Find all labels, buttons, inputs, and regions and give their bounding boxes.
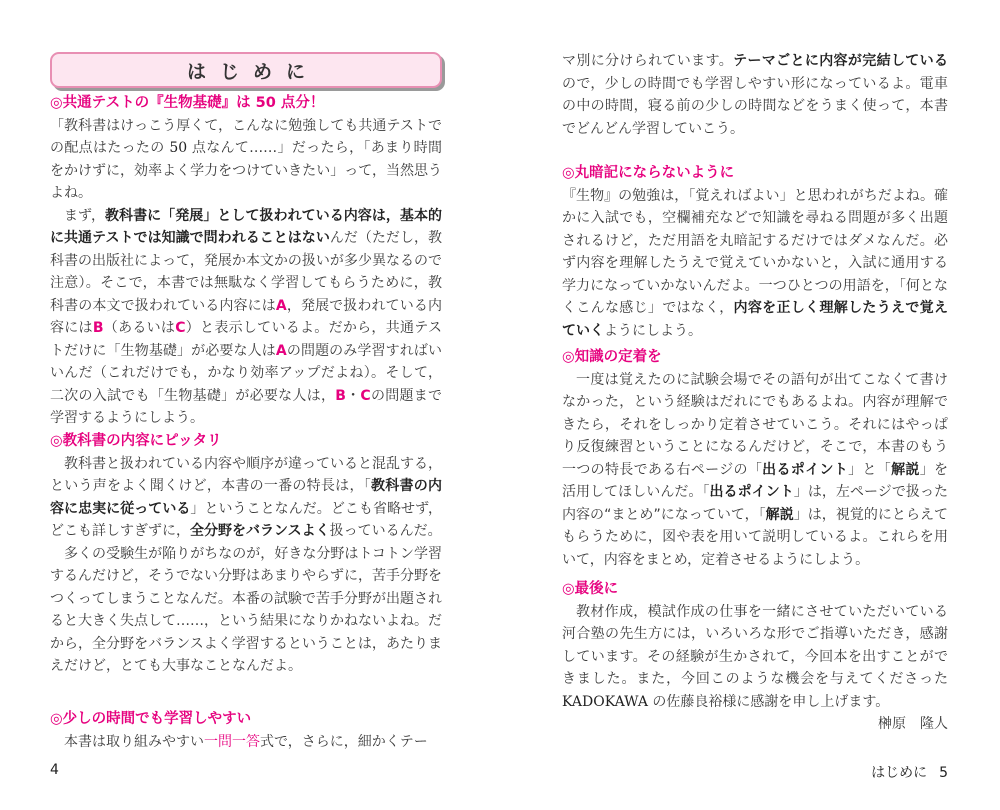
text-run: 」は，視覚的にとらえてもらうために，図や表を用いて説明しているよ。これらを用いて，内容をまとめ，定着させるようにしよう。 <box>562 506 949 568</box>
page-number-left: 4 <box>50 762 59 778</box>
paragraph <box>562 185 948 343</box>
section-heading: ◎丸暗記にならないように <box>562 165 735 181</box>
text-run: 」ということなんだ。どこも省略せず，どこも詳しすぎずに， <box>50 500 442 539</box>
text-run-b: テーマごとに内容が完結している <box>733 53 948 69</box>
text-run-pink: A <box>275 297 287 314</box>
text-run-b: 解説 <box>891 461 920 478</box>
section-heading: ◎少しの時間でも学習しやすい <box>50 711 252 727</box>
section-heading: ◎最後に <box>562 581 619 597</box>
text-run: 「教科書はけっこう厚くて，こんなに勉強しても共通テストでの配点はたったの <box>50 117 442 156</box>
text-run-b: 解説 <box>765 506 794 523</box>
text-run: ）と表示しているよ。だから，共通テストだけに「生物基礎」が必要な人は <box>50 320 442 359</box>
paragraph <box>50 453 442 543</box>
text-run: んだ（ただし，教科書の出版社によって，発展か本文かの扱いが多少異なるので注意）。そこで，本書では無駄なく学習してもらうために，教科書の本文で扱われている内容には <box>50 230 442 314</box>
text-run-pink: B <box>335 387 346 404</box>
section-no-rote <box>562 162 948 342</box>
text-run: の問題のみ学習すればいいんだ（これだけでも，かなり効率アップだよね）。そして，二次の入試でも「生物基礎」が必要な人は， <box>50 342 443 404</box>
text-run: の佐藤良裕様に感謝を申し上げます。 <box>647 693 890 710</box>
text-run: ・ <box>345 387 361 404</box>
text-run-pink: C <box>360 387 371 404</box>
text-run: 扱っているんだ。 <box>329 523 442 539</box>
text-run: ようにしよう。 <box>604 322 702 339</box>
text-run: 教科書と扱われている内容や順序が違っていると混乱する，という声をよく聞くけど，本書の一番の特長は，「 <box>50 455 442 494</box>
chapter-title: はじめに <box>186 60 319 83</box>
text-run-pinkn: 一問一答 <box>204 733 260 750</box>
text-run: 一度は覚えたのに試験会場でその語句が出てこなくて書けなかった，という経験はだれにでもあるよね。内容が理解できたら，それをしっかり定着させていこう。それにはやっぱり反復練習ということになるんだけど，そこで，本書のもう一つの特長である右ページの「 <box>562 371 948 478</box>
text-run-pink: C <box>175 320 186 336</box>
page-footer-right <box>871 762 948 782</box>
section-heading: ◎教科書の内容にピッタリ <box>50 433 222 449</box>
paragraph <box>50 731 442 754</box>
chapter-title-box <box>50 52 442 88</box>
section-finally <box>562 578 948 736</box>
text-run-serif: 50 <box>169 140 188 156</box>
section-textbook-fit <box>50 430 442 678</box>
page-number-right: 5 <box>939 765 948 781</box>
text-run-b: 教科書に「発展」として扱われている内容は，基本的に共通テストでは知識で問われることはない <box>50 207 442 246</box>
paragraph <box>562 50 948 140</box>
text-run-b: 出るポイント <box>762 461 849 478</box>
running-title: はじめに <box>871 765 928 781</box>
section-retention <box>562 346 948 571</box>
text-run-b: 内容を正しく理解したうえで覚えていく <box>562 300 948 339</box>
text-run-pink: B <box>92 320 104 336</box>
text-run: の問題まで学習するようにしよう。 <box>50 387 443 426</box>
text-run: 」と「 <box>848 461 892 478</box>
text-run: （あるいは <box>103 320 176 336</box>
text-run: 教材作成，模試作成の仕事を一緒にさせていただいている河合塾の先生方には，いろいろな形でご指導いただき，感謝しています。その経験が生かされて，今回本を出すことができました。また，今回このような機会を与えてくださった <box>562 603 948 687</box>
text-run: マ別に分けられています。 <box>562 53 734 69</box>
section-kyotsu-test <box>50 92 442 430</box>
text-run: 本書は取り組みやすい <box>64 733 204 750</box>
author-signature: 榊原 隆人 <box>878 716 948 732</box>
text-run: 点なんて……」だったら，「あまり時間をかけずに，効率よく学力をつけていきたい」って，当然思うよね。 <box>50 140 442 201</box>
paragraph <box>50 205 442 430</box>
text-run: 『生物』の勉強は，「覚えればよい」と思われがちだよね。確かに入試でも，空欄補充などで知識を尋ねる問題が多く出題されるけど，ただ用語を丸暗記するだけではダメなんだ。必ず内容を理解したうえで覚えていかないと，入試に通用する学力になっていかないんだよ。一つひとつの用語を，「何となくこんな感じ」ではなく， <box>562 187 948 316</box>
text-run: ，発展で扱われている内容には <box>50 297 443 336</box>
section-heading: ◎知識の定着を <box>562 349 662 365</box>
text-run: 式で，さらに，細かくテー <box>260 733 428 750</box>
paragraph <box>562 369 948 572</box>
section-heading: ◎共通テストの『生物基礎』は 50 点分！ <box>50 95 325 111</box>
text-run-b: 出るポイント <box>709 484 794 500</box>
text-run: まず， <box>64 207 106 224</box>
section-short-time <box>50 708 442 753</box>
text-run: 」を活用してほしいんだ。「 <box>562 461 949 500</box>
text-run: ので，少しの時間でも学習しやすい形になっているよ。電車の中の時間，寝る前の少しの時間などをうまく使って，本書でどんどん学習していこう。 <box>562 75 948 137</box>
text-run-serif: KADOKAWA <box>562 693 648 710</box>
paragraph <box>50 115 442 205</box>
text-run-b: 教科書の内容に忠実に従っている <box>50 478 443 517</box>
continued-paragraph <box>562 50 948 140</box>
paragraph <box>562 601 948 714</box>
text-run-pink: A <box>275 342 287 359</box>
text-run-b: 全分野をバランスよく <box>190 523 330 539</box>
text-run: 」は，左ページで扱った内容の“まとめ”になっていて，「 <box>562 484 948 523</box>
paragraph <box>50 543 442 678</box>
text-run: 多くの受験生が陥りがちなのが，好きな分野はトコトン学習するんだけど，そうでない分野はあまりやらずに，苦手分野をつくってしまうことなんだ。本番の試験で苦手分野が出題されると大きく失点して……，という結果になりかねないよね。だから，全分野をバランスよく学習するということは，あたりまえだけど，とても大事なことなんだよ。 <box>50 545 442 674</box>
